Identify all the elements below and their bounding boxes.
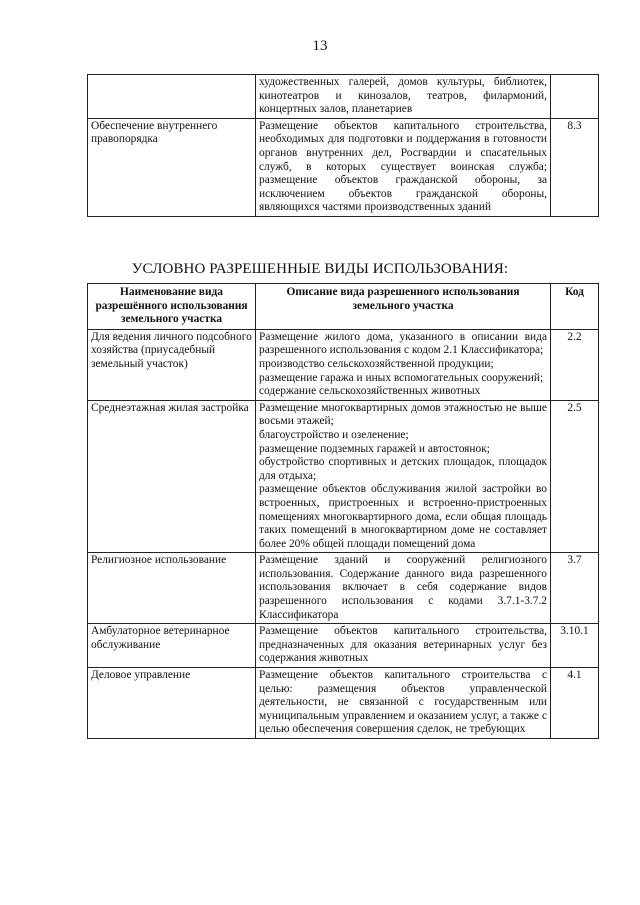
description-line: содержание сельскохозяйственных животных [259,385,481,398]
use-code: 2.5 [551,400,599,553]
use-description [256,668,551,739]
use-name: Амбулаторное ветеринарное обслуживание [88,624,256,668]
description-line: размещение объектов обслуживания жилой застройки во встроенных, пристроенных и встроенно-пристроенных помещениях многоквартирного дома, если общая площадь таких помещений в многоквартирном доме не составляет более 20% общей площади помещений дома [259,483,547,550]
header-description: Описание вида разрешенного использования земельного участка [256,284,551,330]
description-line: Размещение многоквартирных домов этажностью не выше восьми этажей; [259,401,547,428]
use-description [256,624,551,668]
use-code [551,75,599,119]
use-name: Религиозное использование [88,553,256,624]
description-line: благоустройство и озеленение; [259,428,409,441]
table-row [88,553,599,624]
use-name: Среднеэтажная жилая застройка [88,400,256,553]
use-code: 3.7 [551,553,599,624]
use-description [256,75,551,119]
conditional-uses-table [87,283,599,739]
header-name: Наименование вида разрешённого использования земельного участка [88,284,256,330]
table-row [88,624,599,668]
continued-table [87,74,599,217]
continued-table-body [88,75,599,217]
use-code: 4.1 [551,668,599,739]
section-title: УСЛОВНО РАЗРЕШЕННЫЕ ВИДЫ ИСПОЛЬЗОВАНИЯ: [131,261,509,277]
description-line: Размещение объектов капитального строительства с целью: размещения объектов управленческой деятельности, не связанной с государственным или муниципальным управлением и оказанием услуг, а также с целью обеспечения совершения сделок, не требующих [259,669,547,736]
description-line: размещение гаража и иных вспомогательных сооружений; [259,371,544,384]
description-line: Размещение объектов капитального строительства, предназначенных для оказания ветеринарных услуг без содержания животных [259,625,547,665]
use-description [256,553,551,624]
header-code: Код [551,284,599,330]
use-name: Обеспечение внутреннего правопорядка [88,118,256,216]
use-code: 2.2 [551,329,599,400]
table-row [88,668,599,739]
use-code: 8.3 [551,118,599,216]
description-line: размещение подземных гаражей и автостоянок; [259,442,490,455]
use-name: Для ведения личного подсобного хозяйства (приусадебный земельный участок) [88,329,256,400]
use-code: 3.10.1 [551,624,599,668]
description-line: Размещение зданий и сооружений религиозного использования. Содержание данного вида разрешенного использования включает в себя содержание видов разрешенного использования с кодами 3.7.1-3.7.2 Классификатора [259,554,547,621]
description-line: Размещение объектов капитального строительства, необходимых для подготовки и поддержания в готовности органов внутренних дел, Росгвардии и спасательных служб, в которых существует воинская служба; размещение объектов гражданской обороны, за исключением объектов гражданской обороны, являющихся частями производственных зданий [259,119,547,214]
description-line: обустройство спортивных и детских площадок, площадок для отдыха; [259,456,547,482]
use-description [256,400,551,553]
description-line: Размещение жилого дома, указанного в описании вида разрешенного использования с кодом 2.1 Классификатора; [259,330,547,357]
table-row [88,75,599,119]
use-description [256,118,551,216]
table-row [88,329,599,400]
description-line: художественных галерей, домов культуры, библиотек, кинотеатров и кинозалов, театров, филармоний, концертных залов, планетариев [259,76,547,116]
table-row [88,118,599,216]
table-row [88,400,599,553]
conditional-uses-table-body [88,329,599,738]
page-number: 13 [312,38,328,54]
table-header-row [88,284,599,330]
use-name: Деловое управление [88,668,256,739]
use-name [88,75,256,119]
use-description [256,329,551,400]
description-line: производство сельскохозяйственной продукции; [259,357,494,370]
